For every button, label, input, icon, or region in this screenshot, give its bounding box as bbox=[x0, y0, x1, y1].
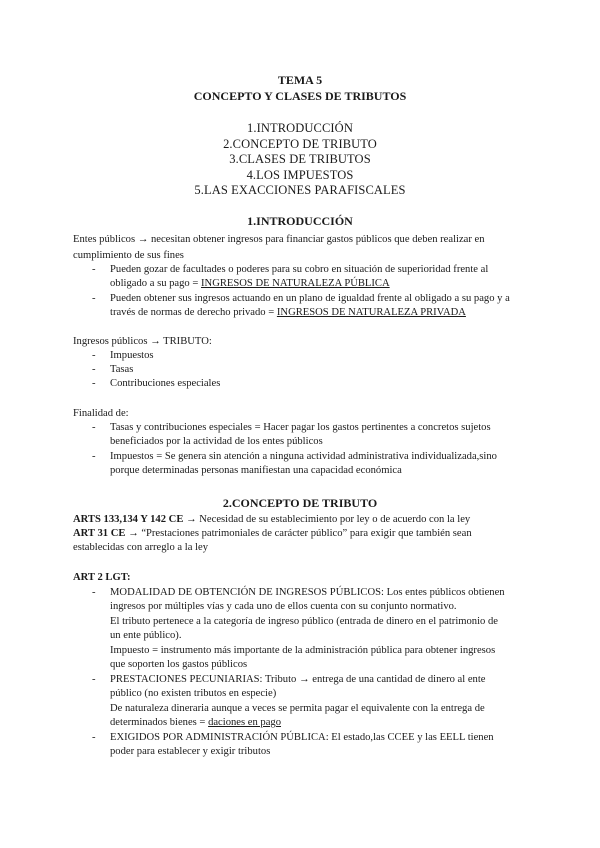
art-line: establecidas con arreglo a la ley bbox=[73, 542, 209, 553]
bullet-dash: - bbox=[92, 732, 96, 743]
bullet-dash: - bbox=[92, 264, 96, 275]
bullet-dash: - bbox=[92, 587, 96, 598]
section-heading-concepto: 2.CONCEPTO DE TRIBUTO bbox=[222, 496, 378, 510]
bullet-text: EXIGIDOS POR ADMINISTRACIÓN PÚBLICA: El estado,las CCEE y las EELL tienen bbox=[110, 732, 494, 743]
toc-item-2: 2.CONCEPTO DE TRIBUTO bbox=[223, 137, 377, 151]
bullet-dash: - bbox=[92, 378, 96, 389]
bullet-dash: - bbox=[92, 293, 96, 304]
finalidad-line: Finalidad de: bbox=[73, 408, 129, 419]
underlined-term: INGRESOS DE NATURALEZA PRIVADA bbox=[276, 307, 466, 318]
bullet-text: beneficiados por la actividad de los entes públicos bbox=[110, 436, 323, 447]
bullet-text: Tasas y contribuciones especiales = Hacer pagar los gastos pertinentes a concretos sujetos bbox=[110, 422, 491, 433]
art-line: ART 31 CE → “Prestaciones patrimoniales de carácter público” para exigir que también sean bbox=[73, 528, 472, 539]
toc-item-4: 4.LOS IMPUESTOS bbox=[246, 168, 354, 182]
bullet-dash: - bbox=[92, 364, 96, 375]
ingresos-line: Ingresos públicos → TRIBUTO: bbox=[73, 336, 212, 347]
bullet-text: Pueden gozar de facultades o poderes para su cobro en situación de superioridad frente al bbox=[110, 264, 489, 275]
art-line: ARTS 133,134 Y 142 CE → Necesidad de su establecimiento por ley o de acuerdo con la ley bbox=[73, 514, 471, 525]
intro-paragraph-line: Entes públicos → necesitan obtener ingresos para financiar gastos públicos que deben realizar en bbox=[73, 234, 485, 245]
tributo-type: Tasas bbox=[110, 364, 134, 375]
section-heading-introduccion: 1.INTRODUCCIÓN bbox=[247, 214, 353, 228]
underlined-term: daciones en pago bbox=[208, 717, 282, 728]
bullet-text: porque determinadas personas manifiestan una capacidad económica bbox=[110, 465, 402, 476]
bullet-dash: - bbox=[92, 422, 96, 433]
lgt-label: ART 2 LGT: bbox=[73, 572, 131, 583]
bullet-text: obligado a su pago = INGRESOS DE NATURALEZA PÚBLICA bbox=[110, 278, 390, 289]
bullet-text: El tributo pertenece a la categoría de ingreso público (entrada de dinero en el patrimonio de bbox=[110, 616, 498, 627]
bullet-text: Impuesto = instrumento más importante de la administración pública para obtener ingresos bbox=[110, 645, 496, 656]
bullet-text: que soporten los gastos públicos bbox=[110, 659, 248, 670]
toc-item-5: 5.LAS EXACCIONES PARAFISCALES bbox=[194, 183, 406, 197]
bullet-text: De naturaleza dineraria aunque a veces se permita pagar el equivalente con la entrega de bbox=[110, 703, 485, 714]
toc-item-3: 3.CLASES DE TRIBUTOS bbox=[229, 152, 371, 166]
underlined-term: INGRESOS DE NATURALEZA PÚBLICA bbox=[201, 278, 390, 289]
bullet-dash: - bbox=[92, 350, 96, 361]
tributo-type: Impuestos bbox=[110, 350, 154, 361]
bullet-text: través de normas de derecho privado = INGRESOS DE NATURALEZA PRIVADA bbox=[110, 307, 466, 318]
bullet-text: Impuestos = Se genera sin atención a ninguna actividad administrativa individualizada,sino bbox=[110, 451, 497, 462]
tema-title: TEMA 5 bbox=[277, 73, 323, 87]
bullet-text: público (no existen tributos en especie) bbox=[110, 688, 277, 699]
intro-paragraph-line: cumplimiento de sus fines bbox=[73, 250, 184, 261]
bullet-text: MODALIDAD DE OBTENCIÓN DE INGRESOS PÚBLICOS: Los entes públicos obtienen bbox=[110, 587, 505, 598]
bullet-text: PRESTACIONES PECUNIARIAS: Tributo → entrega de una cantidad de dinero al ente bbox=[110, 674, 486, 685]
bullet-text: determinados bienes = daciones en pago bbox=[110, 717, 282, 728]
document-subtitle: CONCEPTO Y CLASES DE TRIBUTOS bbox=[193, 89, 407, 103]
bullet-text: Pueden obtener sus ingresos actuando en un plano de igualdad frente al obligado a su pago y a bbox=[110, 293, 510, 304]
bullet-dash: - bbox=[92, 674, 96, 685]
toc-item-1: 1.INTRODUCCIÓN bbox=[247, 121, 353, 135]
bullet-dash: - bbox=[92, 451, 96, 462]
bullet-text: ingresos por múltiples vías y cada uno de ellos cuenta con su conjunto normativo. bbox=[110, 601, 457, 612]
bullet-text: un ente público). bbox=[110, 630, 182, 641]
bullet-text: poder para establecer y exigir tributos bbox=[110, 746, 271, 757]
tributo-type: Contribuciones especiales bbox=[110, 378, 221, 389]
